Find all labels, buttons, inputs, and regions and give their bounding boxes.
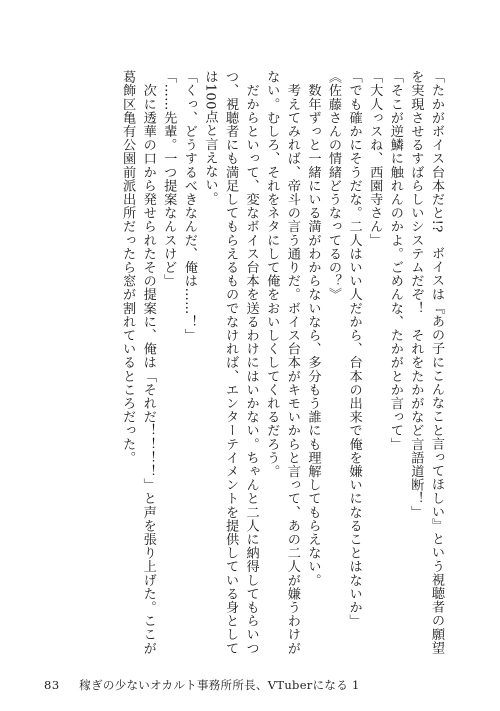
page-footer (44, 676, 464, 694)
paragraph-2: 「そこが逆鱗に触れんのかよ。ごめんな、たかがとか言って」 (387, 70, 403, 451)
vertical-body-text (86, 70, 446, 660)
paragraph-4: 「でも確かにそうだな。二人はいい人だから、台本の出来で俺を嫌いになることはないか」 (346, 70, 362, 628)
paragraph-3: 「大人っスね、西園寺さん」 (367, 70, 383, 247)
paragraph-10: 「……先輩。一つ提案なんスけど」 (161, 70, 177, 288)
running-title: 稼ぎの少ないオカルト事務所所長、VTuberになる 1 (79, 678, 360, 692)
paragraph-9: 「くっ、どうするべきなんだ、俺は……！」 (181, 70, 197, 342)
paragraph-7: 考えてみれば、帝斗の言う通りだ。ボイス台本がキモいからと言って、あの二人が嫌うわけがない。むしろ、それをネタにして俺をおいしくしてくれるだろう。 (264, 70, 300, 655)
paragraph-6: 数年ずっと一緒にいる満がわからないなら、多分もう誰にも理解してもらえない。 (305, 70, 321, 587)
paragraph-8: だからといって、変なボイス台本を送るわけにはいかない。ちゃんと二人に納得してもらいつつ、視聴者にも満足してもらえるものでなければ、エンターテイメントを提供している身としては100点と言えない。 (202, 70, 259, 655)
page-number: 83 (44, 678, 60, 692)
paragraph-1: 「たかがボイス台本だと!? ボイスは『あの子にこんなこと言ってほしい』という視聴者の願望を実現させるすばらしいシステムだぞ！ それをたかがなど言語道断！」 (408, 70, 444, 655)
paragraph-11: 次に透華の口から発せられたその提案に、俺は「それだ！！！！」と声を張り上げた。ここが葛飾区亀有公園前派出所だったら窓が割れているところだった。 (120, 70, 156, 655)
paragraph-5: 《佐藤さんの情緒どうなってるの？》 (326, 70, 342, 302)
